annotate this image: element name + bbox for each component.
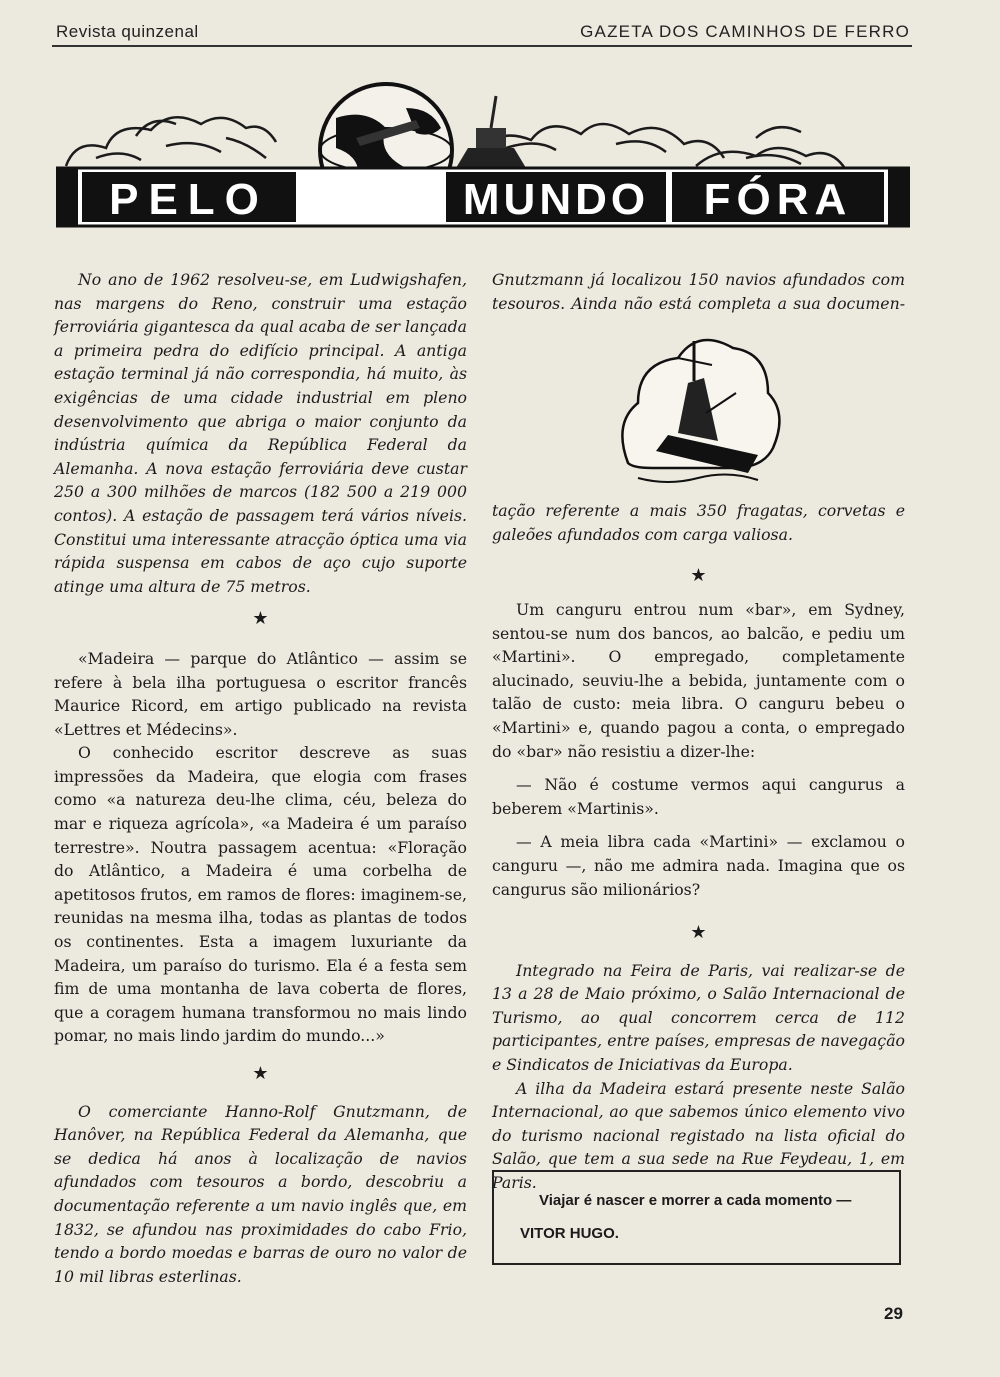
sunken-ship-illustration xyxy=(608,323,788,493)
banner-word-pelo: PELO xyxy=(109,175,269,224)
ludwigshafen-paragraph: No ano de 1962 resolveu-se, em Ludwigshafen, nas margens do Reno, construir uma estação ferroviária gigantesca da qual acaba de ser lançada a primeira pedra do edifício principal. A antiga estação terminal já não correspondia, há muito, às exigências de uma cidade industrial em pleno desenvolvimento que abriga o maior conjunto da indústria química da República Federal da Alemanha. A nova estação ferroviária deve custar 250 a 300 milhões de marcos (182 500 a 219 000 contos). A estação de passagem terá vários níveis. Constitui uma interessante atracção óptica uma via rápida suspensa em cabos de aço cujo suporte atinge uma altura de 75 metros. xyxy=(54,270,467,596)
section-star-separator: ★ xyxy=(252,1063,269,1084)
gnutzmann-continued-paragraph-end: tação referente a mais 350 fragatas, corvetas e galeões afundados com carga valiosa. xyxy=(492,501,905,544)
madeira-intro-paragraph: «Madeira — parque do Atlântico — assim se refere à bela ilha portuguesa o escritor francês Maurice Ricord, em artigo publicado na revista «Lettres et Médecins». xyxy=(54,648,467,739)
header-publication-frequency: Revista quinzenal xyxy=(56,22,199,41)
kangaroo-dialogue-1: — Não é costume vermos aqui cangurus a beberem «Martinis». xyxy=(492,775,905,818)
section-star-separator: ★ xyxy=(690,565,707,587)
paris-salon-paragraph: Integrado na Feira de Paris, vai realizar-se de 13 a 28 de Maio próximo, o Salão Internacional de Turismo, ao qual concorrem cerca de 112 participantes, entre países, empresas de navegação e Sindicatos de Iniciativas da Europa. xyxy=(492,960,905,1075)
section-banner xyxy=(56,78,910,228)
header-publication-title: GAZETA DOS CAMINHOS DE FERRO xyxy=(580,22,910,41)
ship-illustration xyxy=(456,96,526,168)
right-column xyxy=(492,268,905,1195)
quote-text: Viajar é nascer e morrer a cada momento — xyxy=(539,1192,852,1209)
madeira-salon-paragraph: A ilha da Madeira estará presente neste Salão Internacional, ao que sabemos único elemento vivo do turismo nacional registado na lista oficial do Salão, que tem a sua sede na Rue Feydeau, 1, em Paris. xyxy=(492,1078,905,1193)
quote-author: VITOR HUGO. xyxy=(520,1225,619,1242)
quote-box xyxy=(492,1170,901,1265)
section-star-separator: ★ xyxy=(690,922,707,944)
gnutzmann-paragraph: O comerciante Hanno-Rolf Gnutzmann, de Hanôver, na República Federal da Alemanha, que se dedica há anos à localização de navios afundados com tesouros a bordo, descobriu a documentação referente a um navio inglês que, em 1832, se afundou nas proximidades do cabo Frio, tendo a bordo moedas e barras de ouro no valor de 10 mil libras esterlinas. xyxy=(54,1101,467,1286)
banner-word-mundo: MUNDO xyxy=(462,175,650,224)
madeira-description-paragraph: O conhecido escritor descreve as suas impressões da Madeira, que elogia com frases como «a natureza deu-lhe clima, céu, beleza do mar e riqueza agrícola», «a Madeira é um paraíso terrestre». Noutra passagem acentua: «Floração do Atlântico, a Madeira é uma corbelha de apetitosos frutos, em ramos de flores: imaginem-se, reunidas na mesma ilha, todas as plantas de todos os continentes. Esta a imagem luxuriante da Madeira, um paraíso do turismo. Ela é a festa sem fim de uma montanha de lava coberta de flores, que a coragem humana transformou no mais lindo pomar, no mais lindo jardim do mundo...» xyxy=(54,743,467,1046)
banner-end-left xyxy=(56,168,78,226)
left-column xyxy=(54,268,467,1288)
clouds-illustration xyxy=(66,117,846,170)
kangaroo-dialogue-2: — A meia libra cada «Martini» — exclamou o canguru —, não me admira nada. Imagina que os cangurus são milionários? xyxy=(492,832,905,899)
page-number: 29 xyxy=(884,1304,903,1323)
section-star-separator: ★ xyxy=(252,608,269,630)
banner-end-right xyxy=(888,168,910,226)
kangaroo-paragraph: Um canguru entrou num «bar», em Sydney, sentou-se num dos bancos, ao balcão, e pediu um «Martini». O empregado, completamente alucinado, seuviu-lhe a bebida, juntamente com o talão de custo: meia libra. O canguru bebeu o «Martini» e, quando pagou a conta, o empregado do «bar» não resistiu a dizer-lhe: xyxy=(492,599,905,761)
header-rule xyxy=(52,45,912,47)
gnutzmann-continued-paragraph: Gnutzmann já localizou 150 navios afundados com tesouros. Ainda não está completa a sua documen- xyxy=(492,270,905,313)
banner-illustration xyxy=(56,78,910,228)
banner-word-fora: FÓRA xyxy=(703,175,853,224)
